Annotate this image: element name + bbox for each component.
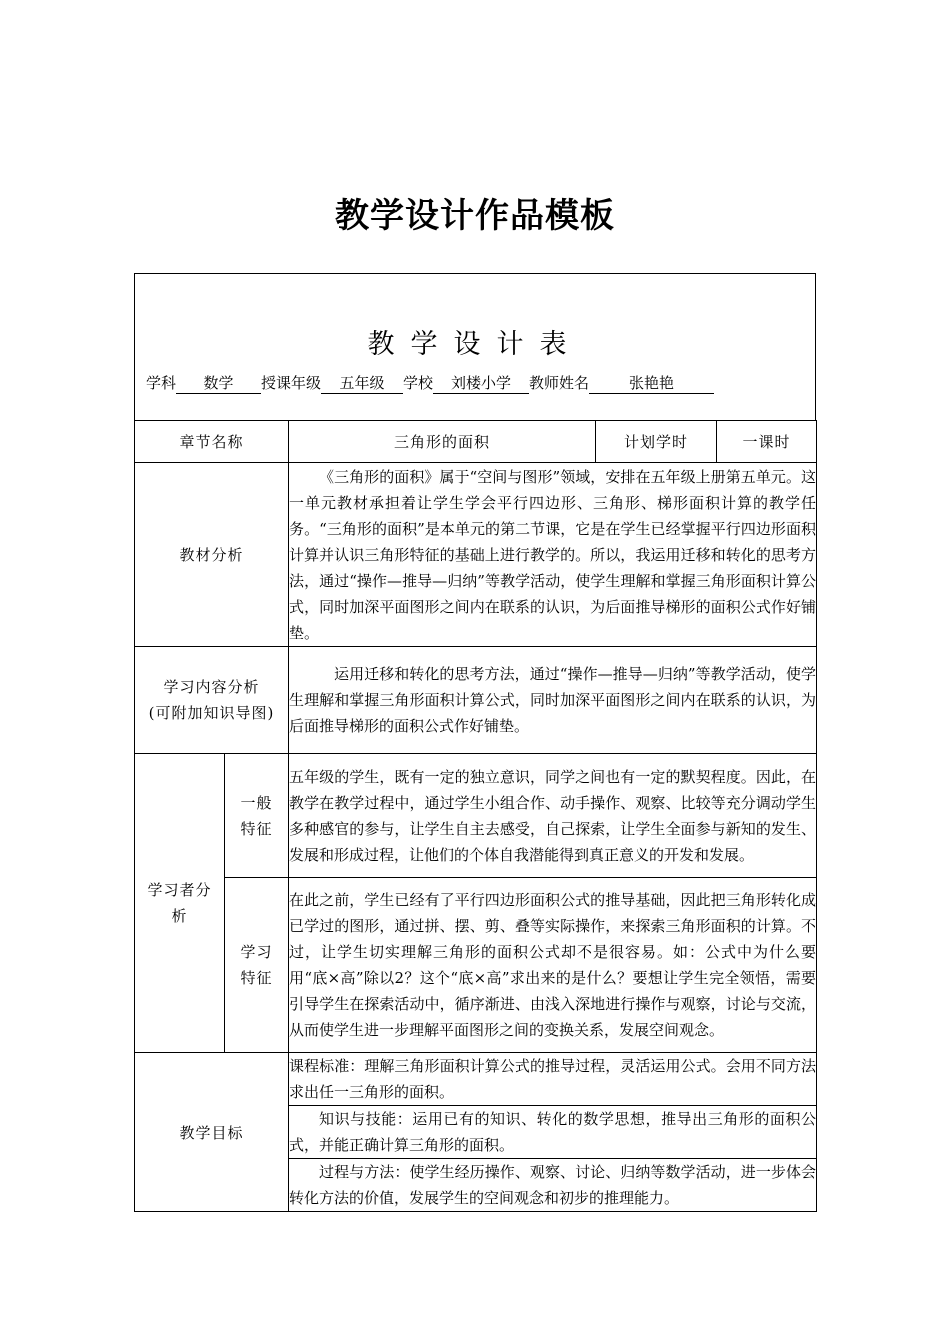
textbook-analysis-paragraph: 《三角形的面积》属于“空间与图形”领域，安排在五年级上册第五单元。这一单元教材承担着让学生学会平行四边形、三角形、梯形面积计算的教学任务。“三角形的面积”是本单元的第二节课，它是在学生已经掌握平行四边形面积计算并认识三角形特征的基础上进行教学的。所以，我运用迁移和转化的思考方法，通过“操作—推导—归纳”等教学活动，使学生理解和掌握三角形面积计算公式，同时加深平面图形之间内在联系的认识，为后面推导梯形的面积公式作好铺垫。 — [289, 468, 817, 642]
content-analysis-text — [289, 647, 817, 754]
learning-feature-label-line2: 特征 — [240, 969, 273, 987]
learner-general-row — [135, 754, 817, 878]
grade-label: 授课年级 — [261, 374, 322, 392]
objectives-standard-paragraph: 课程标准：理解三角形面积计算公式的推导过程，灵活运用公式。会用不同方法求出任一三角形的面积。 — [289, 1057, 817, 1101]
info-line — [146, 372, 714, 394]
teacher-label: 教师姓名 — [529, 374, 590, 392]
objectives-knowledge-paragraph: 知识与技能：运用已有的知识、转化的数学思想，推导出三角形的面积公式，并能正确计算三角形的面积。 — [289, 1110, 817, 1154]
learner-analysis-label — [135, 754, 225, 1053]
design-table — [134, 420, 817, 1212]
learning-feature-paragraph: 在此之前，学生已经有了平行四边形面积公式的推导基础，因此把三角形转化成已学过的图形，通过拼、摆、剪、叠等实际操作，来探索三角形面积的计算。不过，让学生切实理解三角形的面积公式却不是很容易。如：公式中为什么要用“底×高”除以2？这个“底×高”求出来的是什么？要想让学生完全领悟，需要引导学生在探索活动中，循序渐进、由浅入深地进行操作与观察，讨论与交流，从而使学生进一步理解平面图形之间的变换关系，发展空间观念。 — [289, 891, 817, 1039]
subject-value: 数学 — [176, 374, 261, 394]
objectives-standard-text — [289, 1053, 817, 1106]
school-label: 学校 — [403, 374, 434, 392]
general-feature-label-line2: 特征 — [240, 819, 273, 838]
general-feature-label-line1: 一般 — [240, 793, 273, 812]
learner-analysis-label-line1: 学习者分 — [147, 881, 212, 899]
hours-value: 一课时 — [717, 421, 817, 463]
learner-analysis-label-line2: 析 — [171, 907, 188, 925]
objectives-label: 教学目标 — [135, 1053, 289, 1212]
subject-label: 学科 — [146, 374, 177, 392]
general-feature-label — [225, 754, 289, 878]
school-value: 刘楼小学 — [433, 374, 529, 394]
learning-feature-text — [289, 878, 817, 1053]
textbook-analysis-label: 教材分析 — [135, 463, 289, 647]
content-analysis-paragraph: 运用迁移和转化的思考方法，通过“操作—推导—归纳”等教学活动，使学生理解和掌握三角形面积计算公式，同时加深平面图形之间内在联系的认识，为后面推导梯形的面积公式作好铺垫。 — [289, 665, 817, 735]
learning-feature-label — [225, 878, 289, 1053]
content-analysis-label — [135, 647, 289, 754]
objectives-process-paragraph: 过程与方法：使学生经历操作、观察、讨论、归纳等数学活动，进一步体会转化方法的价值，发展学生的空间观念和初步的推理能力。 — [289, 1163, 817, 1207]
general-feature-text — [289, 754, 817, 878]
objectives-knowledge-text — [289, 1106, 817, 1159]
table-title: 教学设计表 — [367, 329, 583, 360]
objectives-standard-row — [135, 1053, 817, 1106]
hours-label: 计划学时 — [596, 421, 717, 463]
content-analysis-label-line1: 学习内容分析 — [163, 678, 260, 696]
chapter-row — [135, 421, 817, 463]
grade-value: 五年级 — [321, 374, 403, 394]
textbook-analysis-text — [289, 463, 817, 647]
teacher-value: 张艳艳 — [589, 374, 714, 394]
textbook-analysis-row — [135, 463, 817, 647]
learner-learning-row — [135, 878, 817, 1053]
document-title: 教学设计作品模板 — [335, 196, 615, 236]
learning-feature-label-line1: 学习 — [240, 943, 273, 961]
content-analysis-label-line2: (可附加知识导图) — [148, 704, 275, 722]
general-feature-paragraph: 五年级的学生，既有一定的独立意识，同学之间也有一定的默契程度。因此，在教学在教学过程中，通过学生小组合作、动手操作、观察、比较等充分调动学生多种感官的参与，让学生自主去感受，自己探索，让学生全面参与新知的发生、发展和形成过程，让他们的个体自我潜能得到真正意义的开发和发展。 — [289, 767, 817, 864]
chapter-value: 三角形的面积 — [289, 421, 596, 463]
objectives-process-text — [289, 1159, 817, 1212]
content-analysis-row — [135, 647, 817, 754]
chapter-label: 章节名称 — [135, 421, 289, 463]
